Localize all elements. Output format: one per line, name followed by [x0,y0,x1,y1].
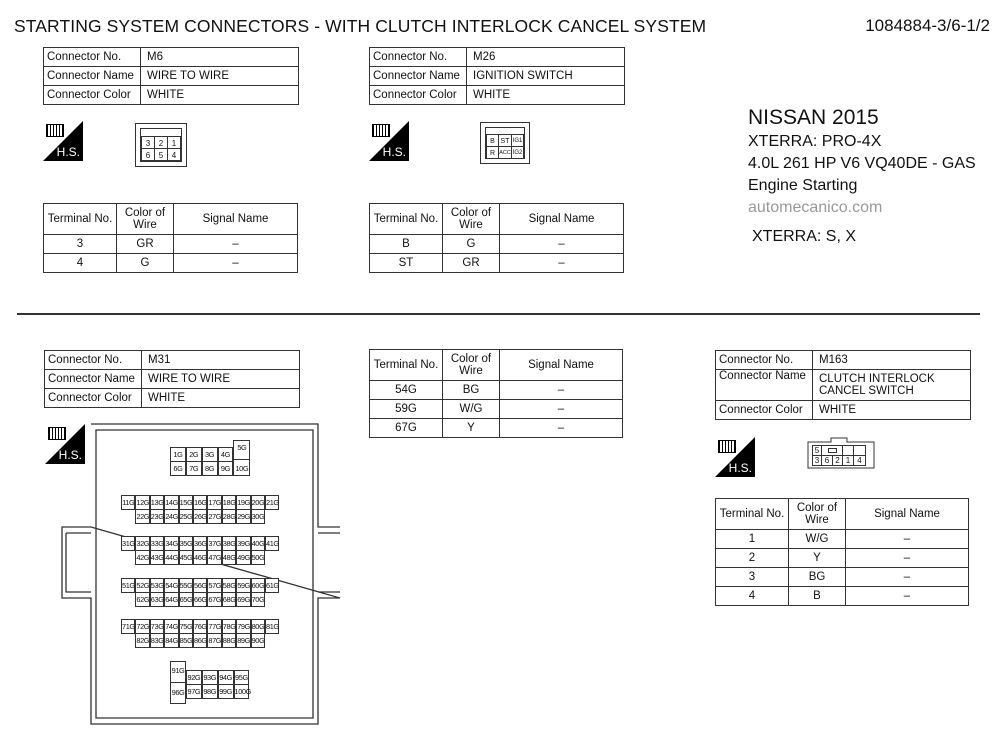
pin: 5 [154,148,168,161]
pin: 77G [207,619,221,634]
pin: 4 [853,455,866,466]
pin: 60G [251,578,265,593]
table-row: B G – [370,235,624,254]
pin: 92G [186,670,202,685]
pin: 69G [236,592,250,607]
pin: 96G [170,682,186,704]
pin: 75G [179,619,193,634]
pin: ST [498,134,512,147]
table-row: 1 W/G – [716,530,969,549]
header-color-of-wire: Color of Wire [443,204,500,235]
hs-label: H.S. [382,145,406,159]
pin: 5G [233,440,250,460]
label-connector-name: Connector Name [44,67,141,86]
pin: 68G [222,592,236,607]
pin: 100G [234,684,250,699]
connector-info-m26 [369,47,625,105]
pin: 1 [842,455,854,466]
connector-info-m163 [715,350,971,420]
pin: 56G [193,578,207,593]
connector-name-value: WIRE TO WIRE [142,370,300,389]
connector-color-value: WHITE [813,401,971,420]
pin: 47G [207,550,221,565]
pin: 61G [265,578,279,593]
pin: 24G [164,509,178,524]
pin: 16G [193,495,207,510]
source-watermark: automecanico.com [748,199,883,216]
connector-face-m163 [807,437,875,469]
pin: 86G [193,633,207,648]
pin: 11G [121,495,135,510]
hs-label: H.S. [728,461,752,475]
pin: 78G [222,619,236,634]
pin: 20G [251,495,265,510]
pin: 50G [251,550,265,565]
pin: 81G [265,619,279,634]
pin: 72G [135,619,149,634]
table-row: 3 BG – [716,568,969,587]
pin: 79G [236,619,250,634]
connector-color-value: WHITE [141,86,299,105]
pin: 2 [154,136,168,149]
pin: 14G [164,495,178,510]
connector-no-value: M31 [142,351,300,370]
pin: 10G [233,459,250,476]
pin: 99G [218,684,234,699]
table-row: 4 G – [44,254,298,273]
table-row: ST GR – [370,254,624,273]
label-connector-no: Connector No. [44,48,141,67]
pin: 17G [207,495,221,510]
vehicle-engine: 4.0L 261 HP V6 VQ40DE - GAS [748,155,976,172]
connector-no-value: M6 [141,48,299,67]
pin: 62G [135,592,149,607]
pin: 82G [135,633,149,648]
pin: 38G [222,536,236,551]
table-row: 59G W/G – [370,400,623,419]
connector-no-value: M163 [813,351,971,370]
pin: 6 [821,455,833,466]
pin: 4G [218,447,234,462]
label-connector-name: Connector Name [45,370,142,389]
harness-side-icon [43,121,83,161]
pin: 7G [186,461,202,476]
pin: 84G [164,633,178,648]
pin: 63G [150,592,164,607]
vehicle-model: XTERRA: PRO-4X [748,133,882,150]
pin: 59G [236,578,250,593]
header-color-of-wire: Color of Wire [443,350,500,381]
terminal-table-m6 [43,203,298,273]
pin: 15G [179,495,193,510]
pin: 25G [179,509,193,524]
pin: 46G [193,550,207,565]
pin: 87G [207,633,221,648]
label-connector-name: Connector Name [370,67,467,86]
pin: 97G [186,684,202,699]
connector-glyph-icon [372,124,390,137]
header-signal-name: Signal Name [846,499,969,530]
terminal-table-m163 [715,498,969,606]
pin: 9G [218,461,234,476]
pin: B [486,134,499,147]
pin: 1G [170,447,186,462]
pin: 95G [234,670,250,685]
pin: 31G [121,536,135,551]
pin: 80G [251,619,265,634]
pin: 49G [236,550,250,565]
pin: 39G [236,536,250,551]
pin: 45G [179,550,193,565]
table-row: 3 GR – [44,235,298,254]
label-connector-name: Connector Name [716,370,813,401]
pin: 91G [170,661,186,683]
pin: 90G [251,633,265,648]
pin: 43G [150,550,164,565]
header-signal-name: Signal Name [500,350,623,381]
pin: 13G [150,495,164,510]
harness-side-icon [369,121,409,161]
pin: 35G [179,536,193,551]
pin: 65G [179,592,193,607]
hs-label: H.S. [56,145,80,159]
pin: 93G [202,670,218,685]
table-row: 4 B – [716,587,969,606]
connector-glyph-icon [718,440,736,453]
pin: 19G [236,495,250,510]
pin: 28G [222,509,236,524]
pin: 30G [251,509,265,524]
connector-no-value: M26 [467,48,625,67]
pin: R [486,146,499,159]
pin: 70G [251,592,265,607]
pin: 74G [164,619,178,634]
pin: 26G [193,509,207,524]
header-terminal-no: Terminal No. [370,204,443,235]
pin: 57G [207,578,221,593]
pin: 33G [150,536,164,551]
pin: 41G [265,536,279,551]
pin: 8G [202,461,218,476]
pin: 58G [222,578,236,593]
vehicle-system: Engine Starting [748,177,858,194]
vehicle-variants: XTERRA: S, X [752,228,857,245]
pin: 3 [141,136,155,149]
section-divider [17,313,980,315]
pin: 22G [135,509,149,524]
pin: 1 [167,136,181,149]
label-connector-color: Connector Color [45,389,142,408]
pin: 53G [150,578,164,593]
pin: 71G [121,619,135,634]
pin: 40G [251,536,265,551]
connector-info-m31 [44,350,300,408]
terminal-table-m31 [369,349,623,438]
harness-side-icon [715,437,755,477]
pin: 94G [218,670,234,685]
vehicle-make-year: NISSAN 2015 [748,106,879,129]
label-connector-color: Connector Color [44,86,141,105]
pin: 64G [164,592,178,607]
pin: 3 [812,455,822,466]
terminal-table-m26 [369,203,624,273]
header-color-of-wire: Color of Wire [117,204,174,235]
pin: 52G [135,578,149,593]
connector-face-m6 [135,123,187,167]
pin: 34G [164,536,178,551]
hs-label: H.S. [58,448,82,462]
header-color-of-wire: Color of Wire [789,499,846,530]
pin: 5 [812,445,822,456]
pin: 21G [265,495,279,510]
connector-name-value: CLUTCH INTERLOCK CANCEL SWITCH [813,370,971,401]
header-terminal-no: Terminal No. [370,350,443,381]
pin: 51G [121,578,135,593]
pin: 2G [186,447,202,462]
pin: 2 [832,455,843,466]
pin: 73G [150,619,164,634]
table-row: 54G BG – [370,381,623,400]
page-title: STARTING SYSTEM CONNECTORS - WITH CLUTCH INTERLOCK CANCEL SYSTEM [14,16,707,36]
label-connector-color: Connector Color [370,86,467,105]
pin: 66G [193,592,207,607]
pin: 4 [167,148,181,161]
table-row: 67G Y – [370,419,623,438]
pin: 29G [236,509,250,524]
pin: 18G [222,495,236,510]
connector-info-m6 [43,47,299,105]
connector-color-value: WHITE [467,86,625,105]
pin: 42G [135,550,149,565]
pin: 27G [207,509,221,524]
pin: 3G [202,447,218,462]
pin: 67G [207,592,221,607]
pin: IG1 [511,134,524,147]
table-row: 2 Y – [716,549,969,568]
header-signal-name: Signal Name [500,204,624,235]
pin: 85G [179,633,193,648]
label-connector-color: Connector Color [716,401,813,420]
pin: IG2 [511,146,524,159]
pin: 48G [222,550,236,565]
connector-face-m26 [480,122,530,164]
pin: 44G [164,550,178,565]
connector-glyph-icon [46,124,64,137]
pin: 6G [170,461,186,476]
pin: 23G [150,509,164,524]
label-connector-no: Connector No. [716,351,813,370]
pin: 89G [236,633,250,648]
pin: 54G [164,578,178,593]
pin: 12G [135,495,149,510]
connector-color-value: WHITE [142,389,300,408]
pin: ACC [498,146,512,159]
pin: 37G [207,536,221,551]
pin: 88G [222,633,236,648]
pin: 98G [202,684,218,699]
pin: 32G [135,536,149,551]
lock-tab [828,448,837,453]
header-terminal-no: Terminal No. [44,204,117,235]
pin: 76G [193,619,207,634]
pin: 55G [179,578,193,593]
connector-name-value: WIRE TO WIRE [141,67,299,86]
header-signal-name: Signal Name [174,204,298,235]
document-id: 1084884-3/6-1/2 [865,16,990,35]
pin: 83G [150,633,164,648]
header-terminal-no: Terminal No. [716,499,789,530]
label-connector-no: Connector No. [370,48,467,67]
label-connector-no: Connector No. [45,351,142,370]
connector-name-value: IGNITION SWITCH [467,67,625,86]
pin: 36G [193,536,207,551]
pin: 6 [141,148,155,161]
